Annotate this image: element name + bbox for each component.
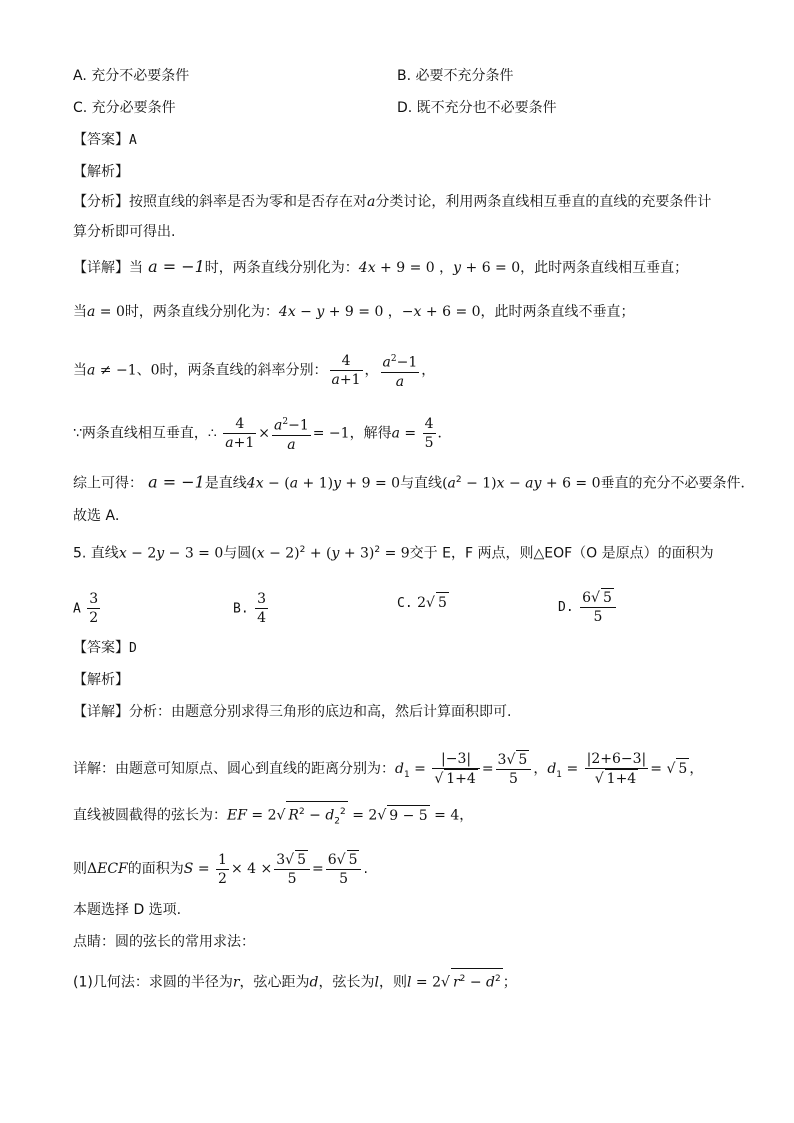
q5-method-d: ，则 (379, 974, 407, 991)
detail-2a: 当 (73, 304, 87, 320)
fenxi-text-a: 按照直线的斜率是否为零和是否存在对 (129, 194, 367, 210)
option-a: A. 充分不必要条件 (73, 68, 190, 84)
detail-2c: ，此时两条直线不垂直； (480, 304, 635, 320)
q5-opt-c-label: C. (397, 596, 413, 611)
q5-stem-b: 与圆 (223, 545, 252, 562)
detail-5d: 垂直的充分不必要条件． (600, 475, 755, 492)
q5-option-c: C. 2√ 5 (397, 592, 449, 614)
detail-1c: ，此时两条直线相互垂直； (520, 260, 689, 276)
fenxi-label: 【分析】 (73, 194, 129, 210)
detail-4b: ，解得 (349, 425, 392, 442)
q5-distance-line: 详解：由题意可知原点、圆心到直线的距离分别为：$d_1$ = $\frac{|-3|}{√ 1+4}$ = $\frac{3√ 5}{5}$ ，$d_1$ = $\frac{|2+6-3|}{√ 1+4}$ = √ 5 ， (73, 751, 704, 787)
detail-1a: 当 (129, 260, 143, 276)
q5-stem-c: 交于 E，F 两点，则△EOF（O 是原点）的面积为 (409, 545, 714, 562)
detail-5a: 综上可得： (73, 475, 143, 492)
detail-5c: 与直线 (400, 475, 443, 492)
answer-value: A (129, 133, 137, 148)
fenxi-text-b: 分类讨论，利用两条直线相互垂直的直线的充要条件计 (375, 194, 712, 210)
q5-answer-value: D (129, 641, 137, 656)
q5-detail-label: 【详解】 (73, 704, 129, 720)
q5-method-line: (1)几何法：求圆的半径为r，弦心距为d，弦长为l，则l = 2√ $r^2 - d^2$ ； (73, 968, 517, 993)
q5-area-a: 则 (73, 861, 87, 877)
q5-analysis-heading: 【解析】 (73, 672, 129, 688)
detail-1b: 时，两条直线分别化为： (204, 260, 359, 276)
detail-2b: 时，两条直线分别化为： (124, 304, 279, 320)
q5-detail-text: 分析：由题意分别求得三角形的底边和高，然后计算面积即可. (129, 704, 512, 720)
detail-line-6: 故选 A． (73, 508, 130, 524)
detail-label: 【详解】 (73, 260, 129, 276)
answer-label: 【答案】 (73, 132, 129, 148)
fenxi-line-2: 算分析即可得出. (73, 224, 176, 240)
detail-line-4: ∵两条直线相互垂直，∴ $\frac{4}{a+1}$ × $\frac{a^2-1}{a}$ = −1，解得a = $\frac{4}{5}$ ． (73, 413, 452, 454)
q5-tip-line: 点睛：圆的弦长的常用求法： (73, 934, 255, 950)
q5-method-end: ； (502, 974, 517, 991)
detail-3b: 时，两条直线的斜率分别： (159, 362, 328, 379)
q5-option-b: B. $\frac{3}{4}$ (233, 591, 267, 626)
detail-line-1: 【详解】当 a = −1时，两条直线分别化为：4x + 9 = 0 ，y + 6 = 0，此时两条直线相互垂直； (73, 257, 689, 276)
option-c: C. 充分必要条件 (73, 100, 176, 116)
q5-opt-d-label: D. (558, 600, 574, 615)
q5-answer-line (73, 638, 137, 659)
option-b: B. 必要不充分条件 (397, 68, 514, 84)
detail-4a: ∵两条直线相互垂直， (73, 425, 208, 442)
question-5-stem: 5. 直线x − 2y − 3 = 0与圆$(x - 2)^2 + (y + 3)^2 = 9$交于 E，F 两点，则△EOF（O 是原点）的面积为 (73, 545, 714, 562)
q5-detail-line-1 (73, 702, 511, 722)
q5-chord-text: 直线被圆截得的弦长为： (73, 807, 227, 824)
q5-method-b: ，弦心距为 (239, 974, 310, 991)
q5-distance-text: 详解：由题意可知原点、圆心到直线的距离分别为： (73, 761, 395, 777)
detail-line-3: 当a ≠ −1、0时，两条直线的斜率分别： $\frac{4}{a+1}$ ， $\frac{a^2-1}{a}$ ， (73, 350, 435, 391)
q5-answer-label: 【答案】 (73, 640, 129, 656)
q5-chord-line: 直线被圆截得的弦长为：EF = 2√ $R^2 - d_2^2 = 2√$ 9 − 5 = 4， (73, 801, 473, 831)
q5-opt-b-label: B. (233, 601, 249, 617)
detail-line-5: 综上可得： a = −1是直线4x − (a + 1)y + 9 = 0与直线$(a^2 - 1)x$ − ay + 6 = 0垂直的充分不必要条件． (73, 472, 755, 492)
q5-method-a: (1)几何法：求圆的半径为 (73, 974, 233, 991)
q5-stem-a: 5. 直线 (73, 545, 119, 562)
detail-5b: 是直线 (204, 475, 247, 492)
answer-line (73, 130, 137, 151)
q5-choose-line: 本题选择 D 选项. (73, 902, 182, 918)
q5-option-a: A $\frac{3}{2}$ (73, 591, 99, 626)
fenxi-line-1: 【分析】按照直线的斜率是否为零和是否存在对a分类讨论，利用两条直线相互垂直的直线的充要条件计 (73, 194, 712, 210)
option-d: D. 既不充分也不必要条件 (397, 100, 557, 116)
q5-area-line: 则ΔECF的面积为S = $\frac{1}{2}$ × 4 × $\frac{3√ 5}{5}$ = $\frac{6√ 5}{5}$ . (73, 851, 368, 887)
analysis-heading: 【解析】 (73, 164, 129, 180)
q5-option-d: D. $\frac{6√ 5}{5}$ (558, 588, 618, 626)
q5-area-b: 的面积为 (127, 861, 184, 877)
q5-method-c: ，弦长为 (318, 974, 375, 991)
detail-line-2: 当a = 0时，两条直线分别化为：4x − y + 9 = 0 ，−x + 6 = 0，此时两条直线不垂直； (73, 304, 635, 320)
q5-opt-a-label: A (73, 601, 81, 617)
detail-3a: 当 (73, 362, 87, 379)
